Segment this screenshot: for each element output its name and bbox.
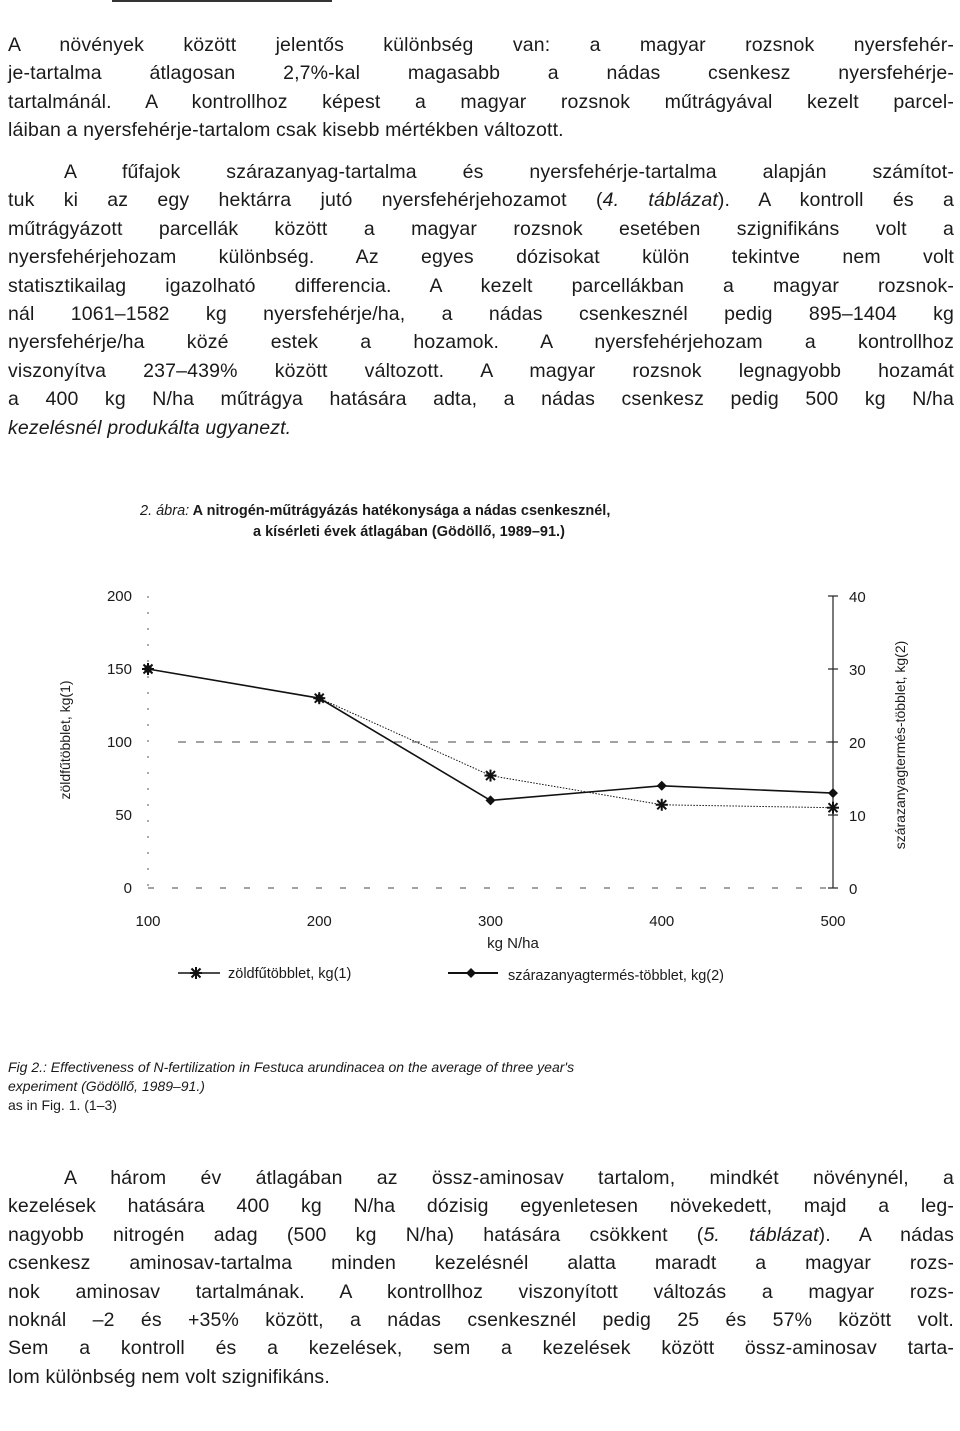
- legend-marker: [466, 968, 476, 978]
- legend-label: szárazanyagtermés-többlet, kg(2): [508, 968, 724, 984]
- text-line: a 400 kg N/ha műtrágya hatására adta, a nádas csenkesz pedig 500 kg N/ha: [8, 388, 954, 411]
- data-point: [828, 788, 838, 798]
- text-line: A fűfajok szárazanyag-tartalma és nyersfehérje-tartalma alapján számítot-: [64, 161, 954, 183]
- caption-line-1: Fig 2.: Effectiveness of N-fertilization in Festuca arundinacea on the average of three year's: [8, 1059, 575, 1075]
- y-tick-label-left: 150: [106, 661, 132, 678]
- text-line: nagyobb nitrogén adag (500 kg N/ha) hatására csökkent (5. táblázat). A nádas: [8, 1223, 955, 1246]
- y-tick-label-left: 50: [115, 807, 132, 824]
- text-line: Sem a kontroll és a kezelések, sem a kezelések között össz-aminosav tarta-: [8, 1337, 954, 1360]
- y-tick-label-right: 10: [849, 808, 866, 825]
- text-line: nok aminosav tartalmának. A kontrollhoz viszonyított változás a magyar rozs-: [8, 1280, 954, 1303]
- series-line: [148, 669, 833, 808]
- paragraph-3: [8, 1164, 954, 1391]
- x-tick-label: 100: [135, 913, 161, 930]
- table-reference: 4. táblázat: [602, 189, 718, 212]
- chart-ticks: [107, 588, 866, 930]
- data-point: [656, 799, 668, 811]
- text-line: műtrágyázott parcellák között a magyar rozsnok esetében szignifikáns volt a: [8, 217, 954, 240]
- figure-label: 2. ábra:: [140, 503, 190, 519]
- x-tick-label: 300: [477, 913, 504, 930]
- text-line: láiban a nyersfehérje-tartalom csak kisebb mértékben változott.: [8, 119, 564, 142]
- y-tick-label-left: 200: [106, 588, 132, 605]
- caption-line-2: experiment (Gödöllő, 1989–91.): [8, 1078, 205, 1094]
- text-line: statisztikailag igazolható differencia. A kezelt parcellákban a magyar rozsnok-: [8, 274, 954, 297]
- table-reference: 5. táblázat: [703, 1223, 819, 1246]
- x-tick-label: 500: [820, 913, 846, 930]
- legend-label: zöldfűtöbblet, kg(1): [228, 966, 352, 982]
- data-point: [486, 795, 496, 805]
- text-line: je-tartalma átlagosan 2,7%-kal magasabb a nádas csenkesz nyersfehérje-: [8, 62, 954, 85]
- caption-line-3: as in Fig. 1. (1–3): [8, 1097, 117, 1113]
- y-axis-label-right: szárazanyagtermés-többlet, kg(2): [892, 640, 908, 850]
- x-axis-label: kg N/ha: [487, 935, 539, 952]
- chart-series: [142, 663, 839, 814]
- figure-chart: [0, 570, 960, 1000]
- chart-legend: [178, 966, 724, 984]
- data-point: [827, 802, 839, 814]
- x-tick-label: 200: [306, 913, 332, 930]
- x-tick-label: 400: [649, 913, 675, 930]
- data-point: [657, 781, 667, 791]
- text-line: nyersfehérje/ha közé estek a hozamok. A nyersfehérjehozam a kontrollhoz: [8, 331, 954, 354]
- y-tick-label-right: 30: [849, 662, 866, 679]
- text-line: nál 1061–1582 kg nyersfehérje/ha, a nádas csenkesznél pedig 895–1404 kg: [8, 303, 954, 326]
- text-line: csenkesz aminosav-tartalma minden kezelésnél alatta maradt a magyar rozs-: [8, 1252, 954, 1275]
- text-line: nyersfehérjehozam különbség. Az egyes dózisokat külön tekintve nem volt: [8, 246, 954, 269]
- legend-marker: [190, 967, 202, 979]
- text-line: noknál –2 és +35% között, a nádas csenkesznél pedig 25 és 57% között volt.: [8, 1309, 954, 1332]
- text-line: lom különbség nem volt szignifikáns.: [8, 1365, 330, 1388]
- figure-title-line-1: A nitrogén-műtrágyázás hatékonysága a nádas csenkesznél,: [192, 503, 611, 519]
- figure-caption: [8, 1058, 954, 1115]
- text-line: A növények között jelentős különbség van: a magyar rozsnok nyersfehér-: [8, 34, 954, 56]
- figure-title-line-2: a kísérleti évek átlagában (Gödöllő, 1989–91.): [253, 524, 565, 540]
- data-point: [485, 770, 497, 782]
- text-line: tuk ki az egy hektárra jutó nyersfehérjehozamot (4. táblázat). A kontroll és a: [8, 189, 954, 212]
- text-line: tartalmánál. A kontrollhoz képest a magyar rozsnok műtrágyával kezelt parcel-: [8, 90, 954, 113]
- y-tick-label-right: 20: [849, 735, 866, 752]
- text-line: kezelésnél produkálta ugyanezt.: [8, 416, 292, 439]
- y-tick-label-left: 0: [123, 880, 132, 897]
- paragraph-2: [8, 158, 954, 442]
- y-axis-label-left: zöldfűtöbblet, kg(1): [57, 680, 73, 800]
- text-line: A három év átlagában az össz-aminosav tartalom, mindkét növénynél, a: [64, 1167, 954, 1189]
- header-rule: [112, 0, 332, 2]
- y-tick-label-left: 100: [106, 734, 132, 751]
- figure-title: [140, 501, 840, 543]
- text-line: viszonyítva 237–439% között változott. A magyar rozsnok legnagyobb hozamát: [8, 359, 954, 382]
- y-tick-label-right: 0: [849, 881, 858, 898]
- text-line: kezelések hatására 400 kg N/ha dózisig egyenletesen növekedett, majd a leg-: [8, 1195, 954, 1218]
- paragraph-1: [8, 31, 954, 145]
- y-tick-label-right: 40: [849, 589, 866, 606]
